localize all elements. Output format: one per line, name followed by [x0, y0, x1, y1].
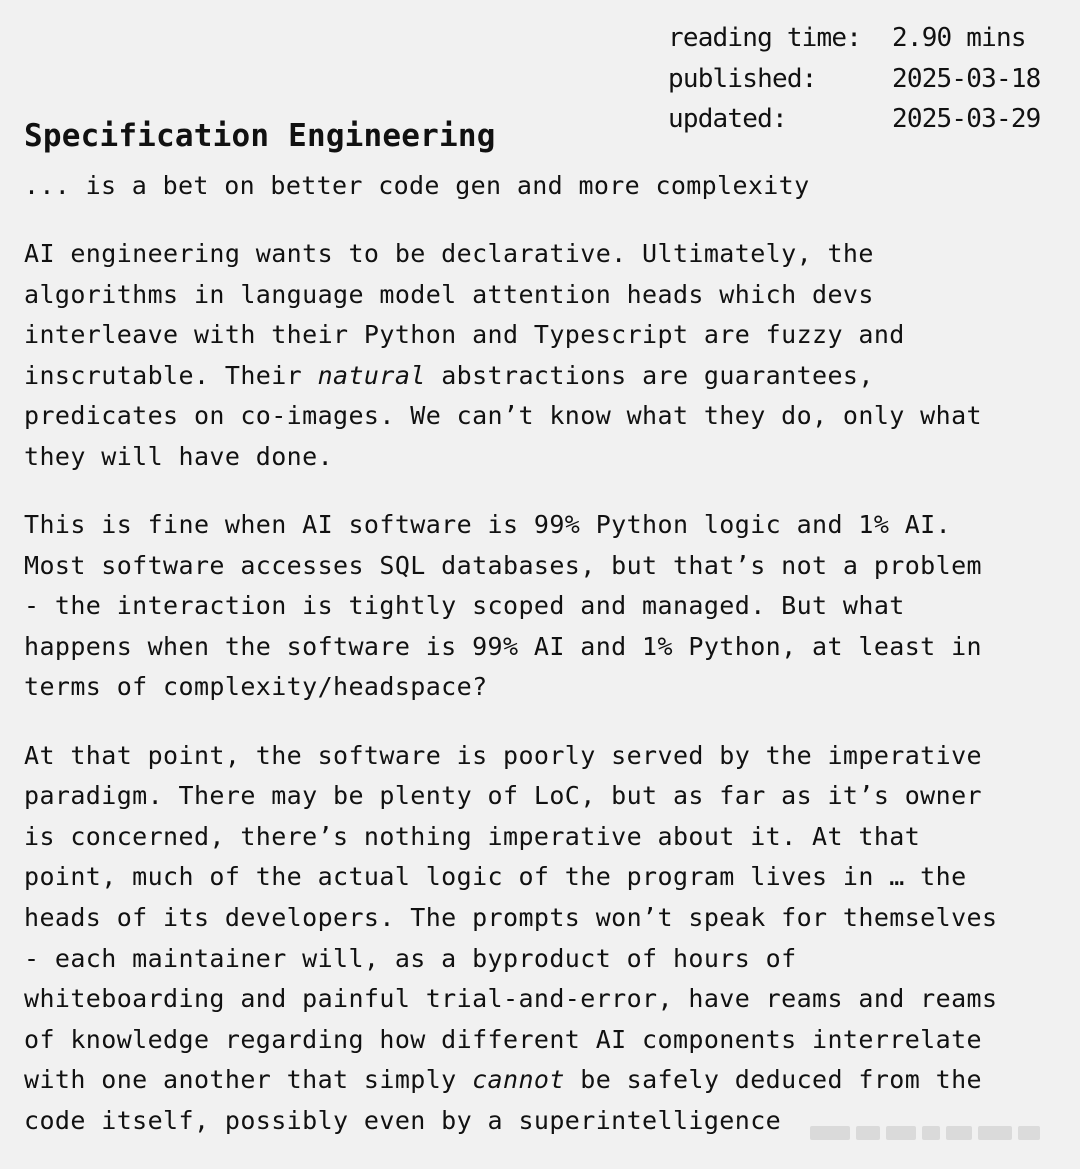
paragraph-line: Most software accesses SQL databases, but that’s not a problem [24, 550, 982, 580]
paragraph-3 [24, 736, 1064, 1142]
paragraph-line: interleave with their Python and Typescript are fuzzy and [24, 320, 905, 350]
paragraph-line: At that point, the software is poorly served by the imperative [24, 740, 982, 770]
paragraph-line: point, much of the actual logic of the program lives in … the [24, 862, 967, 892]
watermark [810, 1118, 1068, 1148]
paragraph-line: - the interaction is tightly scoped and managed. But what [24, 591, 905, 621]
updated-label: updated: [668, 104, 787, 134]
published-date: 2025-03-18 [892, 63, 1041, 94]
article-body [24, 234, 1064, 1169]
paragraph-line: heads of its developers. The prompts won’t speak for themselves [24, 902, 998, 932]
paragraph-line: algorithms in language model attention heads which devs [24, 279, 874, 309]
paragraph-1 [24, 234, 1064, 478]
paragraph-line [24, 1060, 1064, 1101]
watermark-mark [978, 1126, 1012, 1140]
paragraph-line [24, 356, 1064, 397]
paragraph-line: whiteboarding and painful trial-and-error, have reams and reams [24, 984, 998, 1014]
text-run: with one another that simply [24, 1065, 473, 1095]
paragraph-line: paradigm. There may be plenty of LoC, but as far as it’s owner [24, 781, 982, 811]
watermark-mark [1018, 1126, 1040, 1140]
paragraph-line: of knowledge regarding how different AI components interrelate [24, 1024, 982, 1054]
reading-time-label: reading time: [668, 23, 862, 53]
paragraph-line: they will have done. [24, 441, 334, 471]
paragraph-line: terms of complexity/headspace? [24, 672, 488, 702]
paragraph-line: AI engineering wants to be declarative. Ultimately, the [24, 239, 874, 268]
paragraph-line: is concerned, there’s nothing imperative about it. At that [24, 821, 921, 851]
paragraph-2 [24, 505, 1064, 708]
article-metadata [668, 18, 1068, 140]
watermark-mark [922, 1126, 940, 1140]
text-run: be safely deduced from the [564, 1065, 982, 1095]
reading-time-value: 2.90 mins [892, 23, 1026, 53]
watermark-mark [886, 1126, 916, 1140]
article-subtitle: ... is a bet on better code gen and more complexity [24, 171, 810, 200]
emphasis-natural: natural [317, 360, 426, 390]
paragraph-line: predicates on co-images. We can’t know what they do, only what [24, 401, 982, 431]
text-run: inscrutable. Their [24, 360, 318, 390]
watermark-mark [946, 1126, 972, 1140]
updated-date: 2025-03-29 [892, 104, 1041, 134]
paragraph-line: - each maintainer will, as a byproduct of hours of [24, 943, 797, 973]
paragraph-line: This is fine when AI software is 99% Python logic and 1% AI. [24, 510, 952, 540]
paragraph-line: code itself, possibly even by a superintelligence [24, 1105, 782, 1135]
updated-row [668, 99, 1068, 140]
paragraph-line: happens when the software is 99% AI and 1% Python, at least in [24, 631, 982, 661]
published-row [668, 59, 1068, 100]
text-run: abstractions are guarantees, [425, 360, 874, 390]
watermark-mark [856, 1126, 880, 1140]
reading-time-row [668, 18, 1068, 59]
emphasis-cannot: cannot [472, 1065, 565, 1095]
article-title: Specification Engineering [24, 118, 496, 154]
published-label: published: [668, 63, 817, 94]
watermark-mark [810, 1126, 850, 1140]
